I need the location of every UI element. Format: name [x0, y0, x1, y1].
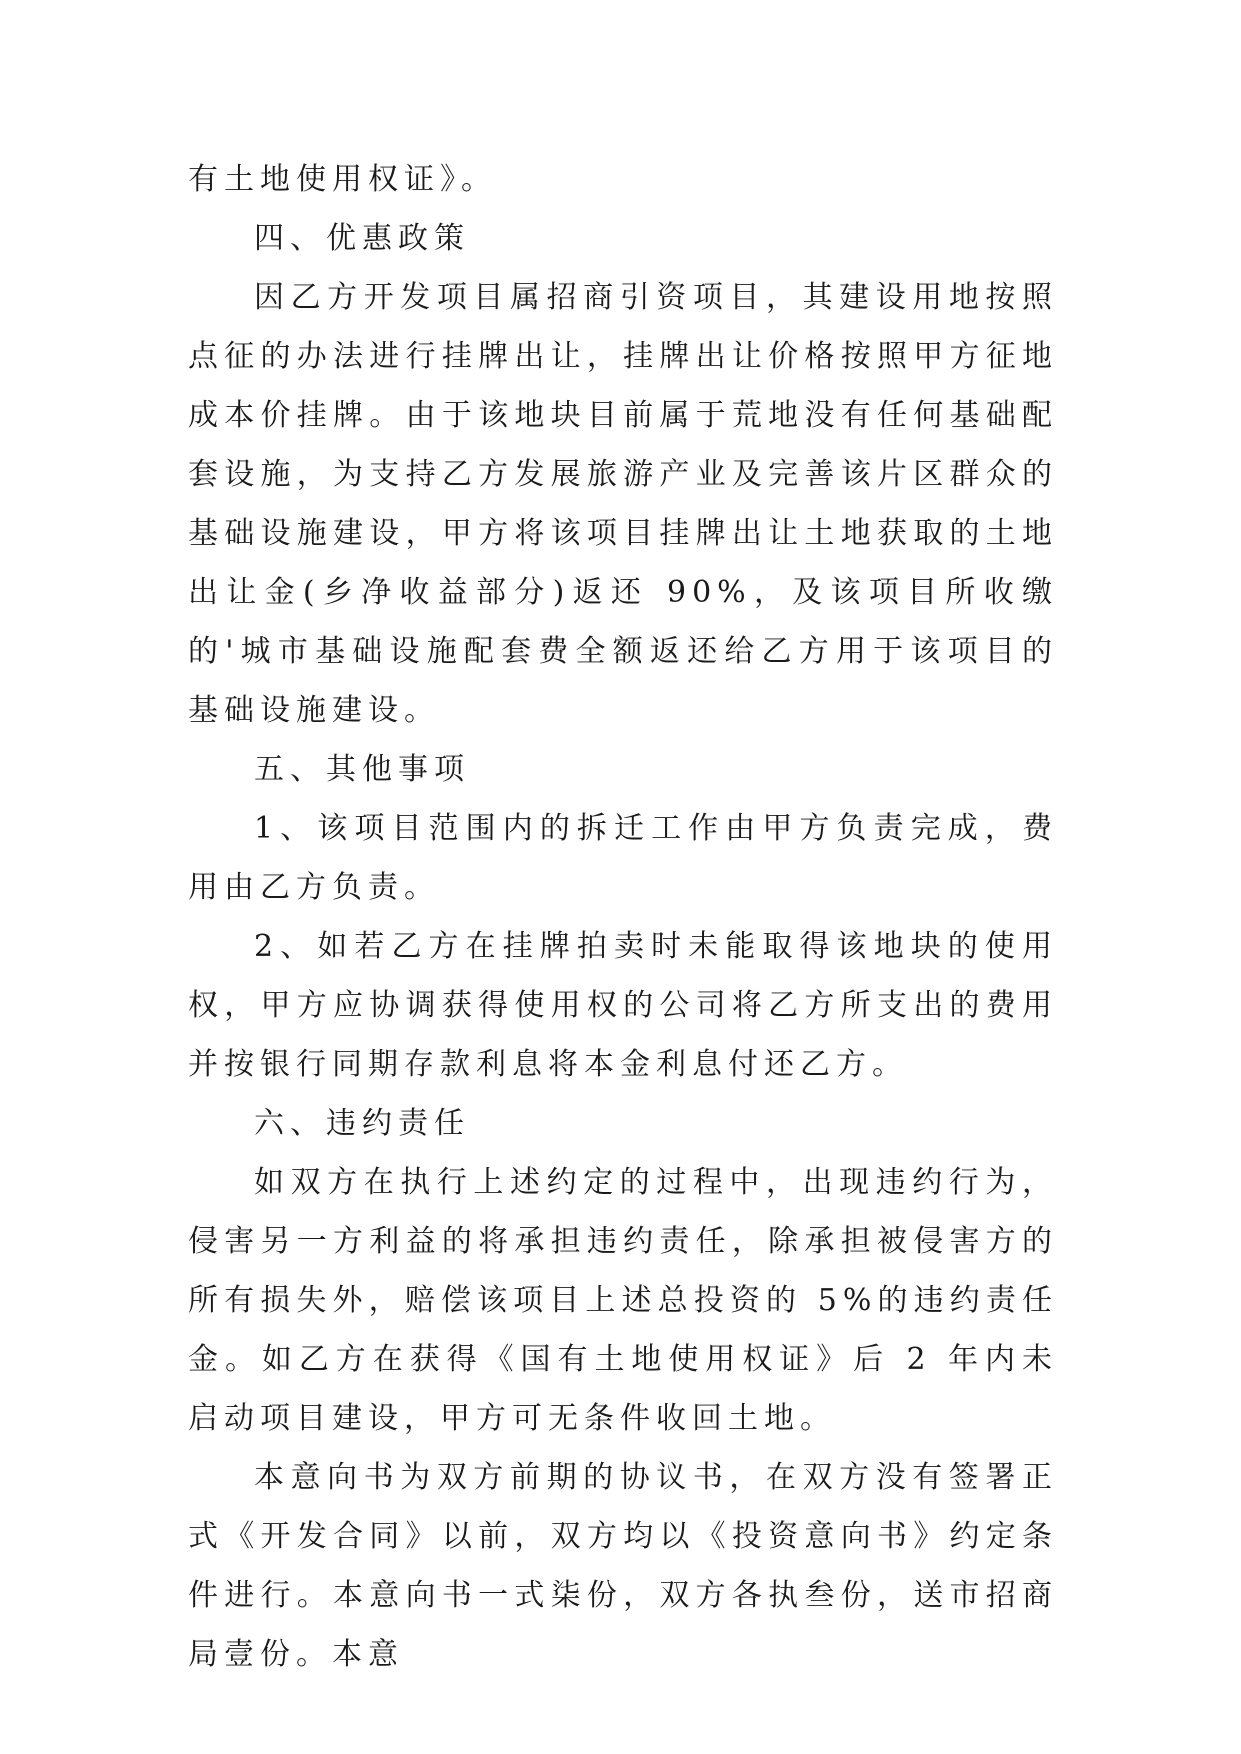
paragraph-closing: 本意向书为双方前期的协议书，在双方没有签署正式《开发合同》以前，双方均以《投资意向书》约定条件进行。本意向书一式柒份，双方各执叁份，送市招商局壹份。本意: [188, 1460, 1058, 1672]
section-heading-other-matters: 五、其他事项: [254, 752, 470, 787]
paragraph-other-matters-2: 2、如若乙方在挂牌拍卖时未能取得该地块的使用权，甲方应协调获得使用权的公司将乙方所支出的费用并按银行同期存款利息将本金利息付还乙方。: [188, 929, 1058, 1082]
paragraph-other-matters-1: 1、该项目范围内的拆迁工作由甲方负责完成，费用由乙方负责。: [188, 811, 1058, 905]
paragraph-continuation: 有土地使用权证》。: [188, 162, 497, 197]
paragraph-breach-liability: 如双方在执行上述约定的过程中，出现违约行为，侵害另一方利益的将承担违约责任，除承担被侵害方的所有损失外，赔偿该项目上述总投资的 5%的违约责任金。如乙方在获得《国有土地使用权证》后 2 年内未启动项目建设，甲方可无条件收回土地。: [188, 1165, 1058, 1436]
paragraph-preferential-policy: 因乙方开发项目属招商引资项目，其建设用地按照点征的办法进行挂牌出让，挂牌出让价格按照甲方征地成本价挂牌。由于该地块目前属于荒地没有任何基础配套设施，为支持乙方发展旅游产业及完善该片区群众的基础设施建设，甲方将该项目挂牌出让土地获取的土地出让金(乡净收益部分)返还 90%，及该项目所收缴的'城市基础设施配套费全额返还给乙方用于该项目的基础设施建设。: [188, 280, 1058, 728]
section-heading-preferential-policy: 四、优惠政策: [254, 221, 470, 256]
document-body: [188, 150, 1058, 1684]
section-heading-breach-liability: 六、违约责任: [254, 1106, 470, 1141]
